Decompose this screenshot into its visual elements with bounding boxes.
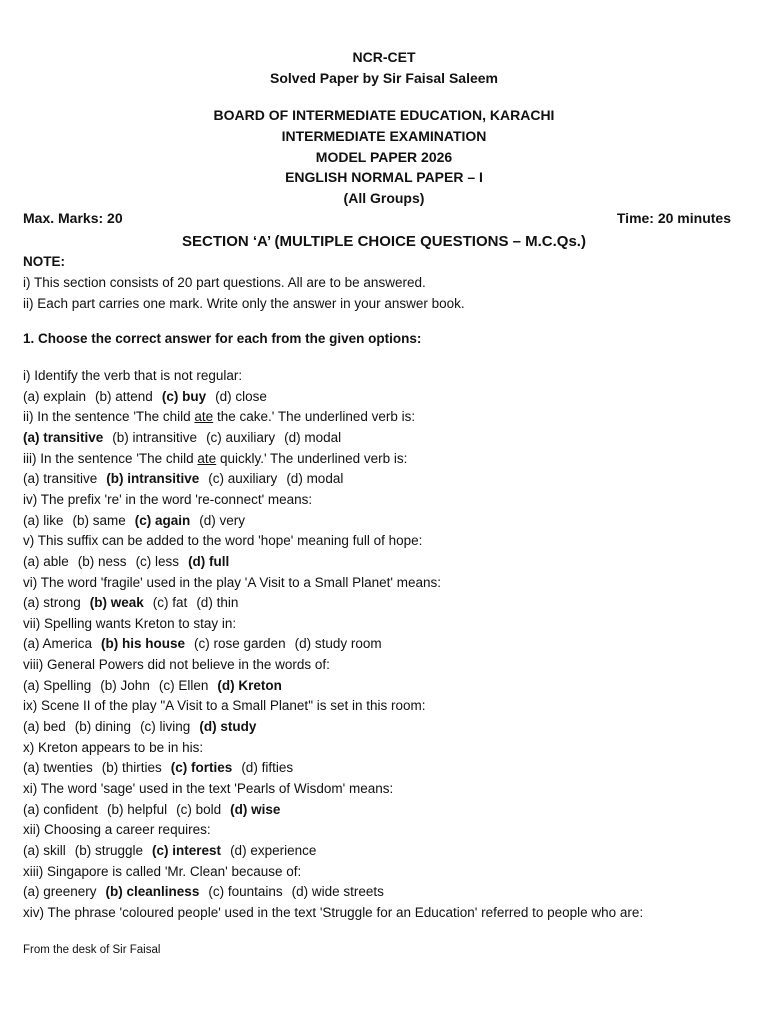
correct-option: (c) forties (170, 760, 233, 776)
correct-option: (d) full (188, 553, 230, 569)
header-subject: ENGLISH NORMAL PAPER – I (285, 169, 483, 185)
max-marks: Max. Marks: 20 (23, 210, 123, 226)
question-text: viii) General Powers did not believe in the words of: (23, 657, 330, 673)
option: (d) thin (196, 595, 239, 611)
question-text: xii) Choosing a career requires: (23, 822, 211, 838)
question-text: iv) The prefix 're' in the word 're-connect' means: (23, 491, 313, 507)
options-row (23, 430, 350, 445)
options-row (23, 802, 289, 817)
option: (b) helpful (107, 801, 168, 817)
correct-option: (b) intransitive (106, 471, 200, 487)
correct-option: (c) interest (152, 842, 222, 858)
option: (a) greenery (23, 884, 97, 900)
question-text: vii) Spelling wants Kreton to stay in: (23, 615, 237, 631)
question-text: i) Identify the verb that is not regular: (23, 368, 243, 383)
option: (b) John (100, 677, 150, 693)
option: (a) able (23, 553, 69, 569)
option: (c) Ellen (158, 677, 209, 693)
option: (a) explain (23, 388, 87, 404)
correct-option: (d) study (199, 719, 257, 735)
option: (b) struggle (74, 842, 144, 858)
option: (c) auxiliary (208, 471, 278, 487)
header-line-solved-by: Solved Paper by Sir Faisal Saleem (270, 70, 498, 86)
option: (a) like (23, 512, 64, 528)
correct-option: (c) buy (161, 388, 207, 404)
option: (a) strong (23, 595, 81, 611)
option: (b) dining (74, 719, 132, 735)
question-text-part: iii) In the sentence 'The child (23, 450, 198, 466)
options-row (23, 471, 352, 486)
time-allowed: Time: 20 minutes (616, 210, 731, 226)
option: (c) less (135, 553, 180, 569)
options-row (23, 636, 391, 651)
question-text-part: ii) In the sentence 'The child (23, 409, 195, 425)
option: (b) same (72, 512, 126, 528)
options-row (23, 513, 254, 528)
instruction: 1. Choose the correct answer for each from the given options: (23, 331, 422, 346)
options-row (23, 595, 247, 610)
option: (d) study room (294, 636, 382, 652)
option: (c) fountains (208, 884, 283, 900)
question-text: vi) The word 'fragile' used in the play 'A Visit to a Small Planet' means: (23, 574, 442, 590)
header-groups: (All Groups) (343, 190, 425, 206)
option: (a) bed (23, 719, 66, 735)
correct-option: (d) Kreton (217, 677, 282, 693)
correct-option: (c) again (134, 512, 191, 528)
option: (a) Spelling (23, 677, 92, 693)
question-text: xi) The word 'sage' used in the text 'Pearls of Wisdom' means: (23, 781, 394, 796)
option: (d) very (199, 512, 246, 528)
option: (c) auxiliary (206, 429, 276, 445)
underlined-word: ate (194, 409, 214, 425)
options-row (23, 760, 302, 775)
option: (c) rose garden (194, 636, 286, 652)
question-text: ix) Scene II of the play "A Visit to a Small Planet" is set in this room: (23, 698, 426, 714)
correct-option: (a) transitive (23, 429, 104, 445)
question-text: xiii) Singapore is called 'Mr. Clean' because of: (23, 863, 302, 879)
header-model-paper: MODEL PAPER 2026 (315, 149, 453, 165)
option: (d) modal (284, 429, 342, 445)
option: (d) close (215, 388, 267, 404)
question-text (23, 409, 415, 424)
option: (b) thirties (101, 760, 162, 776)
option: (c) living (140, 719, 191, 735)
options-row (23, 554, 238, 569)
note-line-1: i) This section consists of 20 part questions. All are to be answered. (23, 275, 426, 290)
option: (a) transitive (23, 471, 98, 487)
question-text: xiv) The phrase 'coloured people' used in the text 'Struggle for an Education' referred to people who are: (23, 904, 644, 920)
footer-note: From the desk of Sir Faisal (23, 944, 161, 956)
question-text (23, 451, 407, 466)
header-exam: INTERMEDIATE EXAMINATION (281, 128, 487, 144)
option: (a) twenties (23, 760, 93, 776)
header-line-ncr-cet: NCR-CET (352, 49, 416, 65)
option: (d) experience (230, 842, 317, 858)
question-text-part: the cake.' The underlined verb is: (213, 409, 416, 425)
options-row (23, 719, 265, 734)
question-text: v) This suffix can be added to the word 'hope' meaning full of hope: (23, 533, 423, 549)
correct-option: (b) his house (101, 636, 186, 652)
options-row (23, 389, 276, 404)
option: (d) modal (286, 471, 344, 487)
options-row (23, 884, 393, 899)
option: (a) confident (23, 801, 99, 817)
option: (a) America (23, 636, 93, 652)
note-label: NOTE: (23, 254, 65, 269)
question-text-part: quickly.' The underlined verb is: (216, 450, 408, 466)
note-line-2: ii) Each part carries one mark. Write only the answer in your answer book. (23, 296, 465, 311)
correct-option: (b) cleanliness (105, 884, 200, 900)
option: (c) bold (176, 801, 222, 817)
correct-option: (b) weak (89, 595, 144, 611)
options-row (23, 678, 291, 693)
option: (d) fifties (241, 760, 294, 776)
correct-option: (d) wise (230, 801, 281, 817)
option: (c) fat (152, 595, 188, 611)
question-text: x) Kreton appears to be in his: (23, 739, 204, 755)
option: (b) intransitive (112, 429, 198, 445)
underlined-word: ate (197, 450, 217, 466)
option: (a) skill (23, 842, 66, 858)
option: (b) ness (77, 553, 127, 569)
options-row (23, 843, 325, 858)
option: (b) attend (95, 388, 153, 404)
header-board: BOARD OF INTERMEDIATE EDUCATION, KARACHI (213, 107, 555, 123)
section-title: SECTION ‘A’ (MULTIPLE CHOICE QUESTIONS – M.C.Qs.) (182, 233, 586, 250)
option: (d) wide streets (291, 884, 384, 900)
